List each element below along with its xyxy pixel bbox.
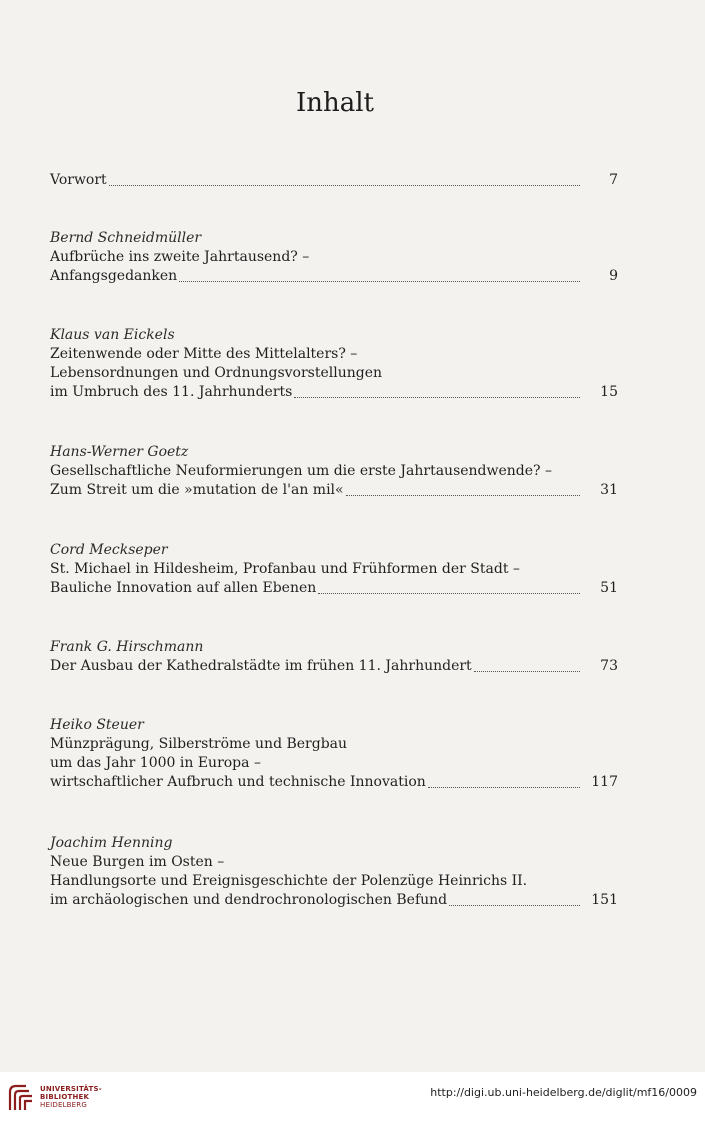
toc-entry-lastline bbox=[50, 773, 618, 792]
toc-entry bbox=[50, 638, 618, 676]
toc-entry-title: Zum Streit um die »mutation de l'an mil« bbox=[50, 482, 344, 498]
leader-dots bbox=[449, 904, 580, 906]
viewer-footer bbox=[0, 1072, 705, 1122]
toc-entry-lastline bbox=[50, 267, 618, 286]
toc-page-number: 51 bbox=[600, 580, 618, 596]
toc-entry bbox=[50, 541, 618, 598]
toc-author: Joachim Henning bbox=[50, 835, 173, 851]
toc-page-number: 117 bbox=[591, 774, 618, 790]
toc-page-number: 31 bbox=[600, 482, 618, 498]
source-url-link[interactable]: http://digi.ub.uni-heidelberg.de/diglit/mf16/0009 bbox=[430, 1086, 697, 1099]
toc-page-number: 151 bbox=[591, 892, 618, 908]
logo-line: BIBLIOTHEK bbox=[40, 1093, 90, 1101]
toc-page-number: 7 bbox=[609, 172, 618, 188]
leader-dots bbox=[428, 786, 580, 788]
toc-entry bbox=[50, 171, 618, 190]
toc-page-number: 15 bbox=[600, 384, 618, 400]
toc-entry bbox=[50, 443, 618, 500]
toc-entry bbox=[50, 716, 618, 792]
page-title: Inhalt bbox=[295, 88, 375, 118]
toc-title-line: Aufbrüche ins zweite Jahrtausend? – bbox=[50, 249, 310, 265]
library-logo-icon[interactable] bbox=[6, 1080, 34, 1114]
toc-author: Heiko Steuer bbox=[50, 717, 144, 733]
toc-entry bbox=[50, 229, 618, 286]
toc-author: Bernd Schneidmüller bbox=[50, 230, 202, 246]
toc-entry-lastline bbox=[50, 481, 618, 500]
toc-entry-title: Der Ausbau der Kathedralstädte im frühen 11. Jahrhundert bbox=[50, 658, 472, 674]
toc-title-line: um das Jahr 1000 in Europa – bbox=[50, 755, 261, 771]
toc-entry bbox=[50, 326, 618, 402]
toc-entry-title: Bauliche Innovation auf allen Ebenen bbox=[50, 580, 317, 596]
logo-line: UNIVERSITÄTS- bbox=[40, 1085, 102, 1093]
toc-title-line: Neue Burgen im Osten – bbox=[50, 854, 225, 870]
toc-title-line: Gesellschaftliche Neuformierungen um die erste Jahrtausendwende? – bbox=[50, 463, 553, 479]
leader-dots bbox=[179, 280, 580, 282]
toc-entry-lastline bbox=[50, 579, 618, 598]
toc-entry-title: Vorwort bbox=[50, 172, 107, 188]
toc-page-number: 9 bbox=[609, 268, 618, 284]
library-logo-text bbox=[40, 1085, 102, 1109]
toc-entry-title: im Umbruch des 11. Jahrhunderts bbox=[50, 384, 293, 400]
toc-entry bbox=[50, 834, 618, 910]
toc-entry-title: Anfangsgedanken bbox=[50, 268, 178, 284]
toc-entry-title: wirtschaftlicher Aufbruch und technische Innovation bbox=[50, 774, 426, 790]
toc-author: Klaus van Eickels bbox=[50, 327, 175, 343]
toc-page-number: 73 bbox=[600, 658, 618, 674]
toc-entry-lastline bbox=[50, 657, 618, 676]
toc-entry-lastline bbox=[50, 383, 618, 402]
logo-line: HEIDELBERG bbox=[40, 1101, 87, 1109]
leader-dots bbox=[346, 494, 580, 496]
toc-title-line: Zeitenwende oder Mitte des Mittelalters? – bbox=[50, 346, 358, 362]
toc-entry-lastline bbox=[50, 891, 618, 910]
leader-dots bbox=[474, 670, 580, 672]
toc-entry-title: im archäologischen und dendrochronologischen Befund bbox=[50, 892, 448, 908]
leader-dots bbox=[294, 396, 580, 398]
leader-dots bbox=[318, 592, 580, 594]
leader-dots bbox=[109, 184, 580, 186]
toc-author: Cord Meckseper bbox=[50, 542, 168, 558]
toc-title-line: Lebensordnungen und Ordnungsvorstellungen bbox=[50, 365, 383, 381]
toc-title-line: St. Michael in Hildesheim, Profanbau und Frühformen der Stadt – bbox=[50, 561, 520, 577]
toc-title-line: Münzprägung, Silberströme und Bergbau bbox=[50, 736, 348, 752]
toc-author: Frank G. Hirschmann bbox=[50, 639, 204, 655]
toc-author: Hans-Werner Goetz bbox=[50, 444, 189, 460]
toc-entry-lastline bbox=[50, 171, 618, 190]
toc-title-line: Handlungsorte und Ereignisgeschichte der Polenzüge Heinrichs II. bbox=[50, 873, 528, 889]
